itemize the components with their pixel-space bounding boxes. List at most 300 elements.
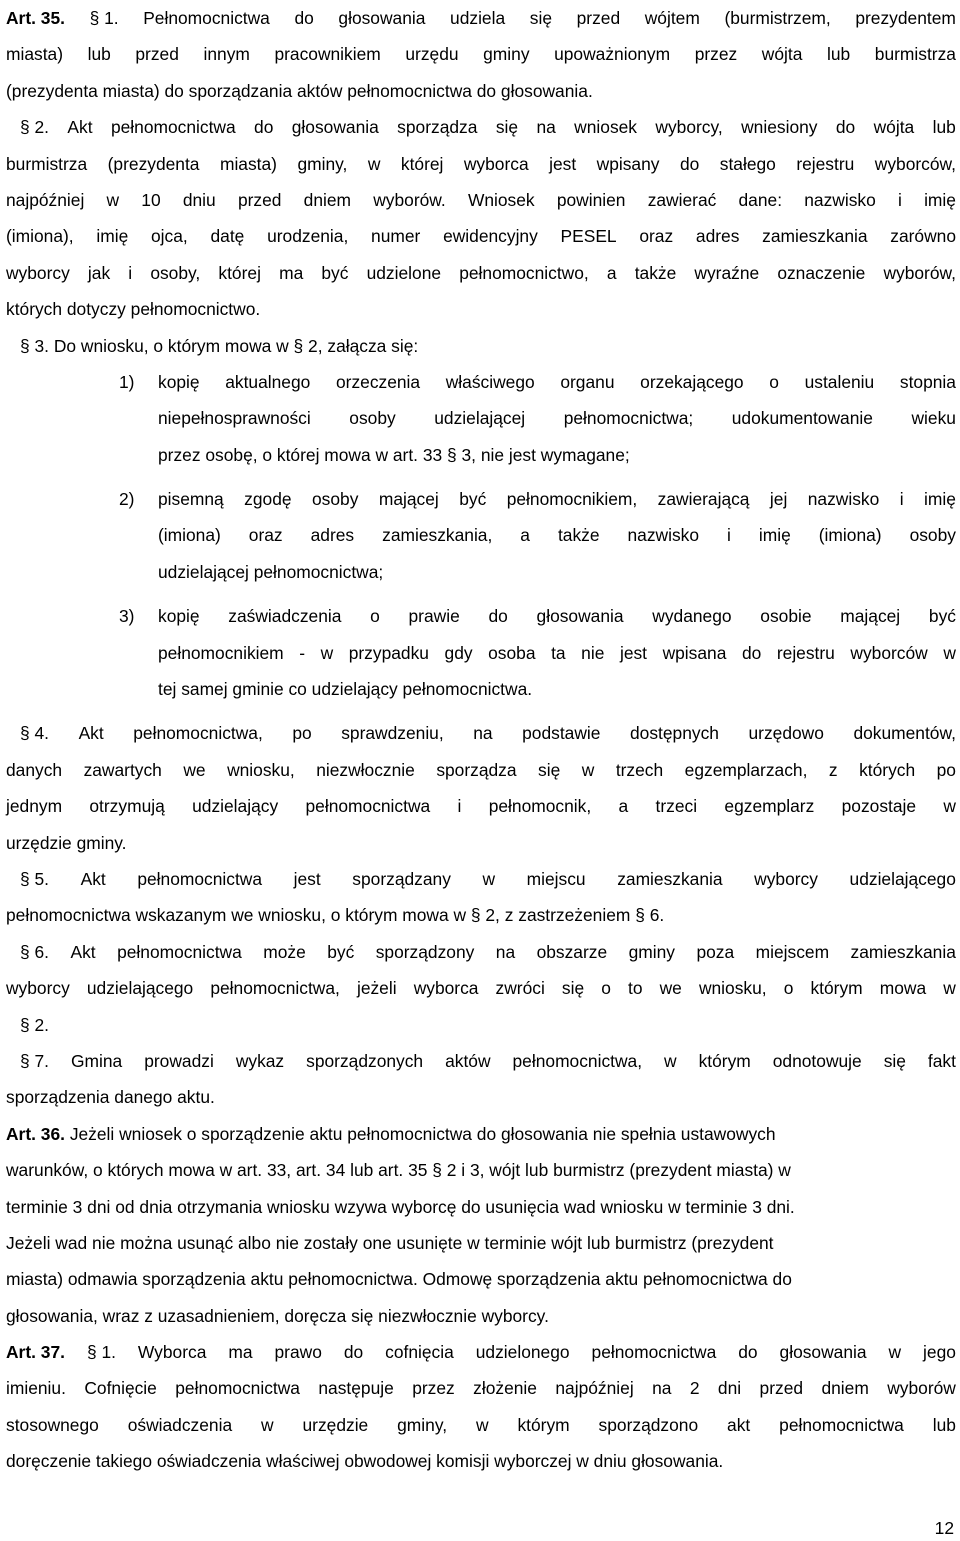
word: pełnomocnictwa xyxy=(779,1414,904,1435)
word: egzemplarzach, xyxy=(684,759,808,780)
word: stosownego xyxy=(6,1414,99,1435)
word: osoby xyxy=(909,525,956,546)
word: której xyxy=(400,153,444,174)
line-text: miasta) odmawia sporządzenia aktu pełnomocnictwa. Odmowę sporządzenia aktu pełnomocnictwa do xyxy=(6,1269,792,1290)
line-text: pełnomocnictwa wskazanym we wniosku, o którym mowa w § 2, z zastrzeżeniem § 6. xyxy=(6,905,665,926)
word: udokumentowanie xyxy=(731,408,873,429)
word: wyborca xyxy=(463,153,529,174)
word: burmistrza xyxy=(6,153,88,174)
art35-p4-line xyxy=(6,715,956,751)
word: do xyxy=(343,1342,364,1363)
word: prowadzi xyxy=(144,1050,214,1071)
word: których xyxy=(859,759,916,780)
word: trzeci xyxy=(655,796,698,817)
word: (imiona), xyxy=(6,226,74,247)
word: prawie xyxy=(408,606,460,627)
word: w xyxy=(581,759,595,780)
word: przypadku xyxy=(348,642,429,663)
art35-p2-line xyxy=(6,109,956,145)
word: zawierającą xyxy=(657,489,750,510)
word: zawartych xyxy=(83,759,162,780)
word: gdy xyxy=(444,642,473,663)
word: głosowania xyxy=(536,606,624,627)
word: gminy xyxy=(628,941,675,962)
word: wykaz xyxy=(235,1050,285,1071)
line-text: głosowania, wraz z uzasadnieniem, doręcza się niezwłocznie wyborcy. xyxy=(6,1305,549,1326)
art35-p4-line xyxy=(6,788,956,824)
word: na xyxy=(652,1378,672,1399)
word: ma xyxy=(279,262,304,283)
word: numer xyxy=(371,226,421,247)
word: przed xyxy=(237,189,282,210)
word: w xyxy=(482,868,496,889)
word: którym xyxy=(810,978,863,999)
word: rejestru xyxy=(776,642,835,663)
word: powinien xyxy=(556,189,626,210)
word: lub xyxy=(87,44,111,65)
word: głosowania xyxy=(779,1342,867,1363)
art35-p1-line xyxy=(6,36,956,72)
word: imieniu. xyxy=(6,1378,66,1399)
word: sprawdzeniu, xyxy=(341,723,444,744)
word: wójta xyxy=(761,44,803,65)
word: miejscu xyxy=(526,868,586,889)
word: udzielającej xyxy=(434,408,526,429)
word: pełnomocnictwa xyxy=(117,941,242,962)
word: datę xyxy=(210,226,245,247)
art35-p6-line xyxy=(6,1007,956,1043)
word: sporządza xyxy=(397,117,478,138)
word: którym xyxy=(698,1050,751,1071)
word: ma xyxy=(228,1342,253,1363)
word: przed xyxy=(576,8,621,28)
section-marker: § 3. xyxy=(20,335,50,356)
word: w xyxy=(261,1414,274,1435)
word: do xyxy=(738,1342,758,1363)
list-item-line xyxy=(6,598,956,634)
word: przez xyxy=(412,1378,455,1399)
word: poza xyxy=(696,941,735,962)
word: sporządzono xyxy=(598,1414,699,1435)
art35-p6-line xyxy=(6,970,956,1006)
art36-line xyxy=(6,1116,956,1152)
word: wyborów. xyxy=(373,189,446,210)
word: której xyxy=(218,262,261,283)
line-text: warunków, o których mowa w art. 33, art. 34 lub art. 35 § 2 i 3, wójt lub burmistrz (prezydent miasta) w xyxy=(6,1160,791,1181)
word: przed xyxy=(135,44,179,65)
word: oznaczenie xyxy=(777,262,866,283)
word: właściwego xyxy=(445,371,535,392)
word: może xyxy=(263,941,306,962)
word: się xyxy=(538,759,561,780)
word: organu xyxy=(560,371,615,392)
list-item-line xyxy=(6,554,956,590)
word: - xyxy=(299,642,306,663)
word: (burmistrzem, xyxy=(724,8,831,28)
word: osoby, xyxy=(150,262,201,283)
section-marker: § 4. xyxy=(20,723,50,744)
word: urzędowo xyxy=(748,723,824,744)
word: i xyxy=(897,189,902,210)
word: w xyxy=(106,189,120,210)
art35-p4-line xyxy=(6,825,956,861)
word: aktualnego xyxy=(225,371,311,392)
word: wójtem xyxy=(644,8,700,28)
article-heading: Art. 35. xyxy=(6,8,65,28)
article-heading: Art. 36. xyxy=(6,1123,65,1144)
word: lub xyxy=(932,1414,956,1435)
word: odnotowuje xyxy=(772,1050,862,1071)
word: po xyxy=(292,723,312,744)
word: wieku xyxy=(911,408,956,429)
word: pełnomocnikiem xyxy=(158,642,284,663)
word: sporządza xyxy=(436,759,517,780)
word: pisemną xyxy=(158,489,224,510)
word: miasta) xyxy=(6,44,64,65)
word: udzielonego xyxy=(475,1342,570,1363)
word: następuje xyxy=(318,1378,394,1399)
word: o xyxy=(370,606,380,627)
art37-line xyxy=(6,1334,956,1370)
word: dokumentów, xyxy=(853,723,956,744)
line-text: Jeżeli wad nie można usunąć albo nie zostały one usunięte w terminie wójt lub burmistrz (prezydent xyxy=(6,1232,774,1253)
word: lub xyxy=(826,44,851,65)
word: stopnia xyxy=(899,371,956,392)
word: pełnomocnictwo, xyxy=(459,262,589,283)
word: pełnomocnictwa xyxy=(137,868,263,889)
word: miejscem xyxy=(755,941,830,962)
word: gminy, xyxy=(397,1414,448,1435)
word: po xyxy=(936,759,956,780)
word: udzielający xyxy=(192,796,279,817)
word: Pełnomocnictwa xyxy=(143,8,270,28)
art35-p4-line xyxy=(6,752,956,788)
word: podstawie xyxy=(522,723,601,744)
word: w xyxy=(320,642,334,663)
word: wniosku, xyxy=(698,978,767,999)
word: nazwisko xyxy=(804,189,876,210)
word: Wyborca xyxy=(137,1342,207,1363)
word: mającej xyxy=(378,489,439,510)
word: Akt xyxy=(67,117,93,138)
word: wyborca xyxy=(413,978,479,999)
word: (prezydenta xyxy=(107,153,200,174)
word: cofnięcia xyxy=(385,1342,454,1363)
word: prezydentem xyxy=(855,8,956,28)
word: akt xyxy=(727,1414,751,1435)
word: zaświadczenia xyxy=(228,606,342,627)
word: aktów xyxy=(445,1050,491,1071)
word: wpisana xyxy=(662,642,727,663)
page-number: 12 xyxy=(934,1518,954,1538)
word: wyborcy xyxy=(6,978,70,999)
word: orzekającego xyxy=(640,371,744,392)
word: i xyxy=(128,262,133,283)
word: się xyxy=(495,117,519,138)
word: jej xyxy=(769,489,788,510)
word: we xyxy=(659,978,682,999)
list-item-line xyxy=(6,437,956,473)
word: imię xyxy=(758,525,791,546)
line-text: udzielającej pełnomocnictwa; xyxy=(158,561,384,582)
art35-p5-line xyxy=(6,861,956,897)
word: być xyxy=(327,941,355,962)
word: zarówno xyxy=(890,226,956,247)
word: upoważnionym xyxy=(554,44,671,65)
word: trzech xyxy=(615,759,664,780)
spacer xyxy=(6,473,956,481)
line-text: Do wniosku, o którym mowa w § 2, załącza się: xyxy=(53,335,419,356)
word: wyborców, xyxy=(874,153,956,174)
word: rejestru xyxy=(796,153,855,174)
list-item-line xyxy=(6,517,956,553)
word: do xyxy=(679,153,700,174)
word: pełnomocnictwa, xyxy=(133,723,263,744)
list-item-line xyxy=(6,400,956,436)
section-marker: § 2. xyxy=(20,117,50,138)
list-item-number: 1) xyxy=(119,371,135,392)
word: burmistrza xyxy=(874,44,956,65)
art35-p2-line xyxy=(6,218,956,254)
word: najpóźniej xyxy=(6,189,85,210)
word: zamieszkania xyxy=(850,941,956,962)
art35-p2-line xyxy=(6,291,956,327)
word: dane: xyxy=(738,189,783,210)
word: jeżeli xyxy=(356,978,397,999)
word: być xyxy=(928,606,956,627)
word: ta xyxy=(551,642,566,663)
word: to xyxy=(628,978,643,999)
word: w xyxy=(475,1414,489,1435)
word: (imiona) xyxy=(158,525,221,546)
word: Akt xyxy=(78,723,104,744)
word: na xyxy=(473,723,493,744)
word: wniosku, xyxy=(227,759,295,780)
word: dniem xyxy=(303,189,352,210)
word: mowa xyxy=(879,978,927,999)
word: udzielającego xyxy=(86,978,194,999)
art37-line xyxy=(6,1407,956,1443)
word: oświadczenia xyxy=(127,1414,233,1435)
word: pełnomocnikiem, xyxy=(506,489,638,510)
word: fakt xyxy=(927,1050,956,1071)
word: wyraźne xyxy=(694,262,760,283)
word: w xyxy=(367,153,381,174)
word: otrzymują xyxy=(89,796,165,817)
art37-line xyxy=(6,1443,956,1479)
word: Cofnięcie xyxy=(84,1378,157,1399)
word: obszarze xyxy=(536,941,608,962)
art35-p7-line xyxy=(6,1043,956,1079)
word: Wniosek xyxy=(467,189,535,210)
word: sporządzony xyxy=(375,941,475,962)
word: wyborcy xyxy=(754,868,818,889)
word: się xyxy=(883,1050,906,1071)
word: o xyxy=(783,978,794,999)
word: zwróci xyxy=(495,978,545,999)
art36-line xyxy=(6,1152,956,1188)
word: ewidencyjny xyxy=(443,226,538,247)
line-text: terminie 3 dni od dnia otrzymania wniosku wzywa wyborcę do usunięcia wad wniosku w terminie 3 dni. xyxy=(6,1196,795,1217)
word: zamieszkania xyxy=(762,226,868,247)
word: wniosek xyxy=(574,117,638,138)
word: 10 xyxy=(141,189,161,210)
word: imię xyxy=(924,189,956,210)
art35-p7-line xyxy=(6,1079,956,1115)
word: pełnomocnictwa xyxy=(175,1378,300,1399)
art35-p1-line xyxy=(6,73,956,109)
word: wydanego xyxy=(652,606,732,627)
document-page xyxy=(6,0,956,1480)
word: się xyxy=(561,978,585,999)
word: pełnomocnictwa, xyxy=(512,1050,643,1071)
word: którym xyxy=(517,1414,570,1435)
word: wyborcy, xyxy=(655,117,723,138)
word: z xyxy=(828,759,838,780)
word: w xyxy=(943,642,956,663)
word: być xyxy=(459,489,487,510)
word: nazwisko xyxy=(807,489,880,510)
word: wyborców xyxy=(850,642,928,663)
list-item-line xyxy=(6,671,956,707)
section-marker: § 5. xyxy=(20,868,50,889)
list-item-number: 3) xyxy=(119,606,135,627)
spacer xyxy=(6,707,956,715)
word: jest xyxy=(549,153,577,174)
word: danych xyxy=(6,759,63,780)
word: 2 xyxy=(689,1378,700,1399)
article-heading: Art. 37. xyxy=(6,1342,65,1363)
word: w xyxy=(943,978,956,999)
word: pełnomocnictwa xyxy=(110,117,236,138)
word: osoby xyxy=(349,408,396,429)
line-text: § 2. xyxy=(20,1014,50,1035)
word: osoby xyxy=(312,489,359,510)
list-item-number: 2) xyxy=(119,489,135,510)
word: nie xyxy=(581,642,605,663)
word: do xyxy=(294,8,314,28)
line-text: tej samej gminie co udzielający pełnomocnictwa. xyxy=(158,679,533,700)
word: jest xyxy=(619,642,648,663)
section-marker: § 7. xyxy=(20,1050,50,1071)
word: złożenie xyxy=(473,1378,537,1399)
word: stałego xyxy=(719,153,776,174)
word: kopię xyxy=(158,606,200,627)
line-text: doręczenie takiego oświadczenia właściwej obwodowej komisji wyborczej w dniu głosowania. xyxy=(6,1451,724,1472)
line-text: których dotyczy pełnomocnictwo. xyxy=(6,299,261,320)
section-marker: § 1. xyxy=(86,1342,116,1363)
word: wpisany xyxy=(596,153,660,174)
section-marker: § 1. xyxy=(89,8,119,28)
word: zamieszkania, xyxy=(382,525,493,546)
word: na xyxy=(495,941,516,962)
word: wyborów, xyxy=(883,262,956,283)
word: ojca, xyxy=(151,226,188,247)
word: adres xyxy=(695,226,740,247)
word: do xyxy=(488,606,508,627)
word: nazwisko xyxy=(627,525,700,546)
line-text: przez osobę, o której mowa w art. 33 § 3, nie jest wymagane; xyxy=(158,444,630,465)
word: egzemplarz xyxy=(724,796,815,817)
word: a xyxy=(618,796,629,817)
word: Gmina xyxy=(71,1050,123,1071)
word: udzielone xyxy=(366,262,442,283)
word: najpóźniej xyxy=(555,1378,634,1399)
word: kopię xyxy=(158,371,200,392)
word: jednym xyxy=(6,796,63,817)
art35-p3-intro xyxy=(6,328,956,364)
word: oraz xyxy=(248,525,283,546)
art35-p1-line xyxy=(6,0,956,36)
word: gminy, xyxy=(297,153,348,174)
word: urzędu xyxy=(405,44,459,65)
spacer xyxy=(6,590,956,598)
word: dniem xyxy=(821,1378,869,1399)
word: wyborcy xyxy=(6,262,70,283)
word: pełnomocnictwa; xyxy=(563,408,694,429)
art35-p2-line xyxy=(6,255,956,291)
word: także xyxy=(557,525,600,546)
section-marker: § 6. xyxy=(20,941,50,962)
word: zgodę xyxy=(244,489,292,510)
word: pełnomocnictwa xyxy=(305,796,431,817)
word: innym xyxy=(203,44,250,65)
list-item-line xyxy=(6,635,956,671)
line-text: Jeżeli wniosek o sporządzenie aktu pełnomocnictwa do głosowania nie spełnia ustawowych xyxy=(69,1123,776,1144)
word: także xyxy=(634,262,677,283)
art36-line xyxy=(6,1298,956,1334)
word: pełnomocnik, xyxy=(488,796,592,817)
word: w xyxy=(943,796,956,817)
word: pełnomocnictwa xyxy=(591,1342,717,1363)
art35-p2-line xyxy=(6,182,956,218)
word: a xyxy=(520,525,530,546)
word: imię xyxy=(924,489,956,510)
art37-line xyxy=(6,1370,956,1406)
word: lub xyxy=(932,117,956,138)
word: a xyxy=(606,262,617,283)
word: sporządzonych xyxy=(306,1050,424,1071)
word: i xyxy=(727,525,731,546)
word: Akt xyxy=(80,868,106,889)
word: mającej xyxy=(840,606,901,627)
word: do xyxy=(741,642,762,663)
word: pełnomocnictwa, xyxy=(210,978,340,999)
word: ustaleniu xyxy=(804,371,875,392)
word: w xyxy=(888,1342,902,1363)
word: w xyxy=(664,1050,677,1071)
word: wniesiony xyxy=(741,117,818,138)
word: adres xyxy=(310,525,355,546)
word: pracownikiem xyxy=(274,44,381,65)
art35-p2-line xyxy=(6,146,956,182)
word: udziela xyxy=(450,8,506,28)
word: do xyxy=(835,117,856,138)
word: do xyxy=(254,117,274,138)
line-text: (prezydenta miasta) do sporządzania aktów pełnomocnictwa do głosowania. xyxy=(6,80,593,101)
word: we xyxy=(183,759,206,780)
word: przed xyxy=(759,1378,804,1399)
word: o xyxy=(601,978,611,999)
art36-line xyxy=(6,1225,956,1261)
art36-line xyxy=(6,1261,956,1297)
word: zawierać xyxy=(647,189,717,210)
word: udzielającego xyxy=(849,868,956,889)
list-item-line xyxy=(6,481,956,517)
word: dostępnych xyxy=(629,723,719,744)
art35-p5-line xyxy=(6,897,956,933)
word: jak xyxy=(87,262,111,283)
